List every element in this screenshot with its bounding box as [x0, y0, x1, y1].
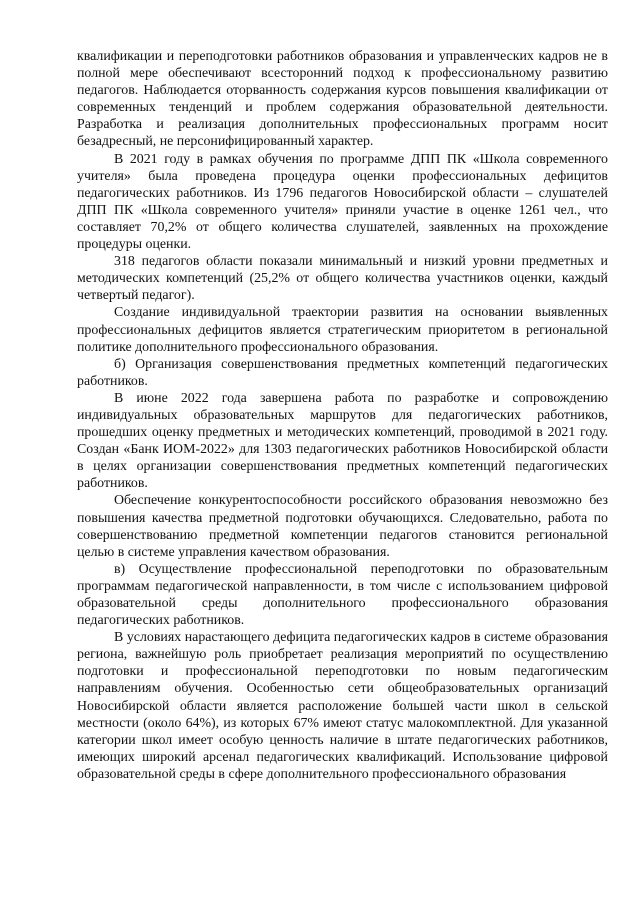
document-page: [77, 48, 608, 783]
paragraph-assessment-2021: В 2021 году в рамках обучения по программе ДПП ПК «Школа современного учителя» была проведена процедура оценки профессиональных дефицитов педагогических работников. Из 1796 педагогов Новосибирской области – слушателей ДПП ПК «Школа современного учителя» приняли участие в оценке 1261 чел., что составляет 70,2% от общего количества слушателей, заявленных на прохождение процедуры оценки.: [77, 151, 608, 253]
paragraph-low-competence: 318 педагогов области показали минимальный и низкий уровни предметных и методических компетенций (25,2% от общего количества участников оценки, каждый четвертый педагог).: [77, 254, 608, 304]
paragraph-item-c-heading: в) Осуществление профессиональной переподготовки по образовательным программам педагогической направленности, в том числе с использованием цифровой образовательной среды дополнительного профессионального образования педагогических работников.: [77, 561, 608, 629]
paragraph-competitiveness: Обеспечение конкурентоспособности российского образования невозможно без повышения качества предметной подготовки обучающихся. Следовательно, работа по совершенствованию предметной компетенции педагогов становится региональной целью в системе управления качеством образования.: [77, 493, 608, 560]
paragraph-teacher-shortage: В условиях нарастающего дефицита педагогических кадров в системе образования региона, важнейшую роль приобретает реализация мероприятий по осуществлению подготовки и профессиональной переподготовки по новым педагогическим направлениям обучения. Особенностью сети общеобразовательных организаций Новосибирской области является расположение большей части школ в сельской местности (около 64%), из которых 67% имеют статус малокомплектной. Для указанной категории школ имеет особую ценность наличие в штате педагогических работников, имеющих широкий арсенал педагогических квалификаций. Использование цифровой образовательной среды в сфере дополнительного профессионального образования: [77, 630, 608, 782]
paragraph-iom-bank: В июне 2022 года завершена работа по разработке и сопровождению индивидуальных образовательных маршрутов для педагогических работников, прошедших оценку предметных и методических компетенций, проводимой в 2021 году. Создан «Банк ИОМ-2022» для 1303 педагогических работников Новосибирской области в целях организации совершенствования предметных компетенций педагогических работников.: [77, 390, 608, 492]
paragraph-intro-continuation: квалификации и переподготовки работников образования и управленческих кадров не в полной мере обеспечивают всесторонний подход к профессиональному развитию педагогов. Наблюдается оторванность содержания курсов повышения квалификации от современных тенденций и проблем содержания образовательной деятельности. Разработка и реализация дополнительных профессиональных программ носит безадресный, не персонифицированный характер.: [77, 49, 608, 150]
paragraph-item-b-heading: б) Организация совершенствования предметных компетенций педагогических работников.: [77, 356, 608, 389]
paragraph-individual-trajectory: Создание индивидуальной траектории развития на основании выявленных профессиональных дефицитов является стратегическим приоритетом в региональной политике дополнительного профессионального образования.: [77, 305, 608, 355]
